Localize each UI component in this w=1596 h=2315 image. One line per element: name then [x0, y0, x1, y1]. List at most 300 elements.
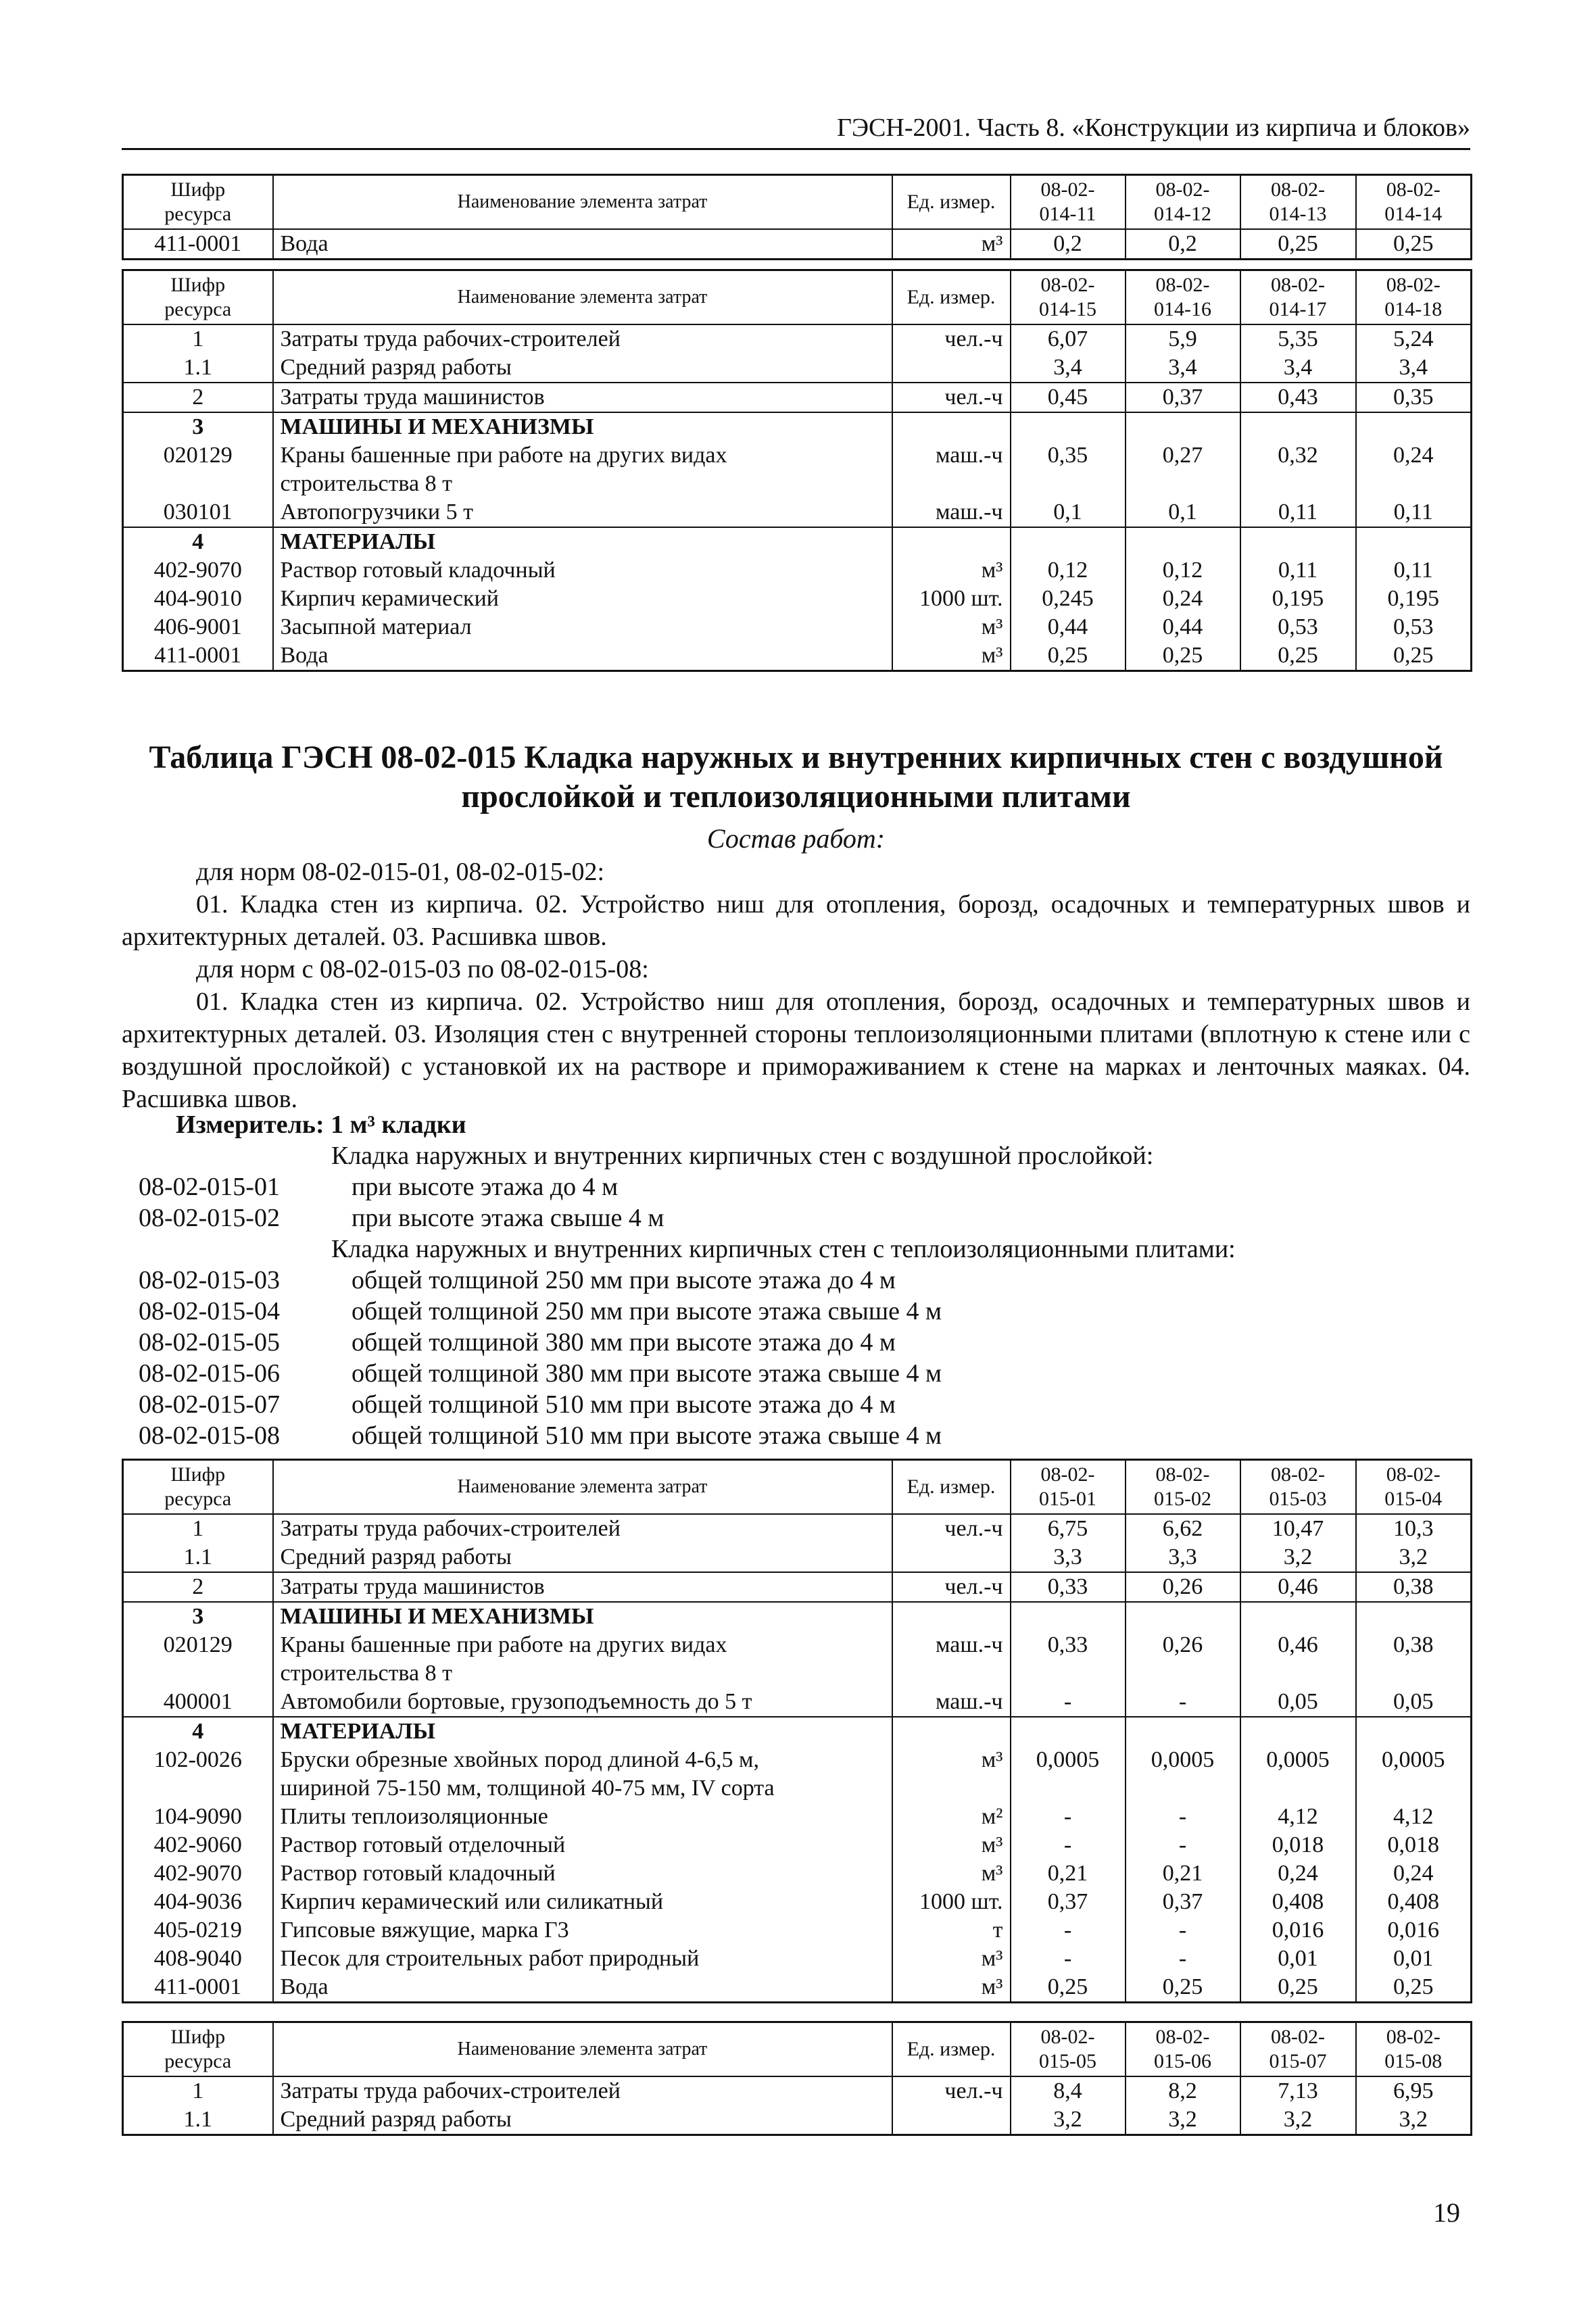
- row-unit: [892, 412, 1011, 441]
- row-value: 0,25: [1240, 229, 1356, 260]
- row-unit: чел.-ч: [892, 383, 1011, 412]
- row-name-line: Краны башенные при работе на других видах: [280, 442, 727, 468]
- table-row: [123, 441, 1472, 498]
- row-unit: 1000 шт.: [892, 585, 1011, 613]
- norm-code: 08-02-015-07: [139, 1390, 280, 1419]
- row-code: 3: [123, 1602, 273, 1631]
- row-unit: м³: [892, 613, 1011, 641]
- row-value: 0,53: [1356, 613, 1472, 641]
- row-value: 0,016: [1240, 1916, 1356, 1945]
- row-code: 402-9070: [123, 1859, 273, 1888]
- row-code: 411-0001: [123, 1973, 273, 2003]
- row-unit: т: [892, 1916, 1011, 1945]
- row-name: [273, 1746, 892, 1803]
- row-value: [1011, 1717, 1126, 1746]
- row-value: [1240, 1602, 1356, 1631]
- row-value: 6,95: [1356, 2076, 1472, 2105]
- section-title-line: прослойкой и теплоизоляционными плитами: [461, 779, 1131, 814]
- row-value: -: [1011, 1803, 1126, 1831]
- row-value: 3,2: [1240, 1543, 1356, 1572]
- table-row: [123, 1973, 1472, 2003]
- row-value: 0,25: [1240, 1973, 1356, 2003]
- row-value: 0,11: [1240, 556, 1356, 585]
- row-value: [1240, 527, 1356, 556]
- row-value: 0,195: [1356, 585, 1472, 613]
- row-value: 0,2: [1126, 229, 1240, 260]
- row-value: 3,4: [1240, 354, 1356, 383]
- row-value: 0,38: [1356, 1572, 1472, 1602]
- row-unit: [892, 1543, 1011, 1572]
- row-value: 0,016: [1356, 1916, 1472, 1945]
- norms-list: [122, 1109, 1470, 1451]
- col-head-norm: 08-02- 015-02: [1126, 1460, 1240, 1514]
- row-value: 0,46: [1240, 1631, 1356, 1688]
- table-row: [123, 1717, 1472, 1746]
- col-head-norm: 08-02- 015-01: [1011, 1460, 1126, 1514]
- row-value: 0,25: [1126, 641, 1240, 671]
- col-head-norm: 08-02- 015-03: [1240, 1460, 1356, 1514]
- row-value: 0,12: [1126, 556, 1240, 585]
- col-head-norm: 08-02- 015-06: [1126, 2022, 1240, 2076]
- table-row: [123, 1831, 1472, 1859]
- norm-item: [122, 1358, 1470, 1389]
- row-code: 4: [123, 527, 273, 556]
- table-row: [123, 1803, 1472, 1831]
- table-row: [123, 613, 1472, 641]
- row-name: Затраты труда рабочих-строителей: [273, 1514, 892, 1543]
- row-name: [273, 1631, 892, 1688]
- row-value: 0,35: [1356, 383, 1472, 412]
- row-unit: м³: [892, 1831, 1011, 1859]
- row-value: [1240, 1717, 1356, 1746]
- row-value: 0,408: [1240, 1888, 1356, 1916]
- row-value: 0,25: [1240, 641, 1356, 671]
- row-value: 3,2: [1126, 2105, 1240, 2135]
- row-value: 0,35: [1011, 441, 1126, 498]
- row-value: 4,12: [1356, 1803, 1472, 1831]
- row-value: 0,12: [1011, 556, 1126, 585]
- row-code: 2: [123, 1572, 273, 1602]
- col-head-code: Шифр ресурса: [123, 2022, 273, 2076]
- norm-text: общей толщиной 510 мм при высоте этажа свыше 4 м: [352, 1421, 942, 1450]
- row-unit: м³: [892, 229, 1011, 260]
- row-value: 0,0005: [1356, 1746, 1472, 1803]
- row-value: 0,01: [1356, 1945, 1472, 1973]
- row-value: -: [1126, 1803, 1240, 1831]
- row-value: 3,2: [1240, 2105, 1356, 2135]
- col-head-name: Наименование элемента затрат: [273, 1460, 892, 1514]
- resource-table-014-11-14: [122, 174, 1472, 260]
- table-row: [123, 2076, 1472, 2105]
- table-row: [123, 412, 1472, 441]
- col-head-norm: 08-02- 014-15: [1011, 270, 1126, 324]
- row-unit: 1000 шт.: [892, 1888, 1011, 1916]
- row-code: 406-9001: [123, 613, 273, 641]
- row-unit: м³: [892, 1973, 1011, 2003]
- norm-item: [122, 1327, 1470, 1358]
- row-value: 0,24: [1356, 441, 1472, 498]
- row-code: 404-9036: [123, 1888, 273, 1916]
- row-value: 10,47: [1240, 1514, 1356, 1543]
- resource-table-015-05-08: [122, 2021, 1472, 2136]
- norm-text: общей толщиной 380 мм при высоте этажа до 4 м: [352, 1328, 896, 1357]
- row-value: 6,62: [1126, 1514, 1240, 1543]
- norm-item: [122, 1389, 1470, 1420]
- row-value: 0,53: [1240, 613, 1356, 641]
- row-value: 0,32: [1240, 441, 1356, 498]
- norm-code: 08-02-015-02: [139, 1204, 280, 1232]
- table-row: [123, 2105, 1472, 2135]
- row-value: 0,43: [1240, 383, 1356, 412]
- row-name: Средний разряд работы: [273, 2105, 892, 2135]
- row-value: -: [1126, 1831, 1240, 1859]
- row-value: 0,44: [1126, 613, 1240, 641]
- col-head-name: Наименование элемента затрат: [273, 270, 892, 324]
- row-value: 3,3: [1011, 1543, 1126, 1572]
- col-head-norm: 08-02- 014-14: [1356, 175, 1472, 229]
- row-value: 3,4: [1011, 354, 1126, 383]
- row-value: 0,26: [1126, 1631, 1240, 1688]
- row-value: 0,33: [1011, 1572, 1126, 1602]
- row-value: 0,2: [1011, 229, 1126, 260]
- row-code: 102-0026: [123, 1746, 273, 1803]
- table-row: [123, 1746, 1472, 1803]
- row-value: -: [1011, 1831, 1126, 1859]
- table-row: [123, 1688, 1472, 1717]
- row-code: 4: [123, 1717, 273, 1746]
- col-head-unit: Ед. измер.: [892, 2022, 1011, 2076]
- row-value: 0,01: [1240, 1945, 1356, 1973]
- norm-text: общей толщиной 250 мм при высоте этажа до 4 м: [352, 1266, 896, 1294]
- measure-unit: Измеритель: 1 м³ кладки: [176, 1111, 466, 1139]
- row-name-line: Бруски обрезные хвойных пород длиной 4-6,5 м,: [280, 1747, 760, 1772]
- row-name: Затраты труда машинистов: [273, 1572, 892, 1602]
- table-row: [123, 585, 1472, 613]
- row-value: -: [1011, 1945, 1126, 1973]
- row-name: Раствор готовый кладочный: [273, 1859, 892, 1888]
- row-unit: [892, 527, 1011, 556]
- row-value: 3,4: [1126, 354, 1240, 383]
- row-code: 020129: [123, 1631, 273, 1688]
- row-code: 402-9070: [123, 556, 273, 585]
- table-row: [123, 1631, 1472, 1688]
- row-code: 408-9040: [123, 1945, 273, 1973]
- norm-item: [122, 1202, 1470, 1234]
- row-name: Песок для строительных работ природный: [273, 1945, 892, 1973]
- row-value: 0,24: [1126, 585, 1240, 613]
- row-unit: [892, 2105, 1011, 2135]
- table-row: [123, 1602, 1472, 1631]
- row-code: 400001: [123, 1688, 273, 1717]
- row-unit: м²: [892, 1803, 1011, 1831]
- table-row: [123, 1916, 1472, 1945]
- row-name: Кирпич керамический или силикатный: [273, 1888, 892, 1916]
- work-description: 01. Кладка стен из кирпича. 02. Устройство ниш для отопления, борозд, осадочных и температурных швов и архитектурных деталей. 03. Расшивка швов.: [122, 890, 1470, 951]
- col-head-norm: 08-02- 014-16: [1126, 270, 1240, 324]
- row-value: 0,018: [1356, 1831, 1472, 1859]
- norm-code: 08-02-015-04: [139, 1297, 280, 1325]
- row-value: 0,05: [1356, 1688, 1472, 1717]
- row-unit: маш.-ч: [892, 1631, 1011, 1688]
- table-row: [123, 556, 1472, 585]
- row-name: Раствор готовый кладочный: [273, 556, 892, 585]
- row-unit: м³: [892, 556, 1011, 585]
- table-row: [123, 1572, 1472, 1602]
- row-value: [1126, 1602, 1240, 1631]
- row-value: 0,018: [1240, 1831, 1356, 1859]
- table-row: [123, 1859, 1472, 1888]
- norm-item: [122, 1265, 1470, 1296]
- section-heading: МАТЕРИАЛЫ: [273, 1717, 892, 1746]
- row-unit: чел.-ч: [892, 324, 1011, 354]
- row-value: 0,0005: [1240, 1746, 1356, 1803]
- col-head-norm: 08-02- 014-12: [1126, 175, 1240, 229]
- norm-code: 08-02-015-08: [139, 1421, 280, 1450]
- row-value: 0,44: [1011, 613, 1126, 641]
- row-unit: м³: [892, 1859, 1011, 1888]
- row-unit: чел.-ч: [892, 2076, 1011, 2105]
- row-unit: маш.-ч: [892, 498, 1011, 527]
- row-value: 7,13: [1240, 2076, 1356, 2105]
- row-code: 3: [123, 412, 273, 441]
- row-value: 0,46: [1240, 1572, 1356, 1602]
- row-name: Раствор готовый отделочный: [273, 1831, 892, 1859]
- col-head-norm: 08-02- 014-13: [1240, 175, 1356, 229]
- row-value: 5,9: [1126, 324, 1240, 354]
- row-value: 0,37: [1126, 383, 1240, 412]
- page-number: 19: [1433, 2197, 1460, 2228]
- resource-table-014-15-18: [122, 269, 1472, 672]
- row-name: Засыпной материал: [273, 613, 892, 641]
- row-unit: маш.-ч: [892, 441, 1011, 498]
- norm-group-heading: Кладка наружных и внутренних кирпичных стен с воздушной прослойкой:: [331, 1142, 1154, 1170]
- row-code: 2: [123, 383, 273, 412]
- section-title: [122, 738, 1470, 817]
- row-value: [1240, 412, 1356, 441]
- norm-range-label: для норм с 08-02-015-03 по 08-02-015-08:: [196, 955, 649, 983]
- row-value: 0,0005: [1126, 1746, 1240, 1803]
- row-value: 0,11: [1356, 498, 1472, 527]
- table-row: [123, 1945, 1472, 1973]
- norm-text: общей толщиной 380 мм при высоте этажа свыше 4 м: [352, 1359, 942, 1388]
- norm-item: [122, 1420, 1470, 1451]
- table-row: [123, 1543, 1472, 1572]
- row-code: 402-9060: [123, 1831, 273, 1859]
- row-name-line: Краны башенные при работе на других видах: [280, 1632, 727, 1657]
- row-name-line: строительства 8 т: [280, 1660, 452, 1686]
- norm-range-label: для норм 08-02-015-01, 08-02-015-02:: [196, 858, 605, 886]
- row-value: 5,35: [1240, 324, 1356, 354]
- row-name-line: шириной 75-150 мм, толщиной 40-75 мм, IV сорта: [280, 1775, 775, 1801]
- row-value: -: [1011, 1916, 1126, 1945]
- row-name: Автопогрузчики 5 т: [273, 498, 892, 527]
- row-unit: [892, 1717, 1011, 1746]
- row-name: Средний разряд работы: [273, 354, 892, 383]
- row-name: Вода: [273, 641, 892, 671]
- table-row: [123, 1888, 1472, 1916]
- row-value: 5,24: [1356, 324, 1472, 354]
- norm-item: [122, 1171, 1470, 1202]
- row-value: 0,38: [1356, 1631, 1472, 1688]
- running-header: ГЭСН-2001. Часть 8. «Конструкции из кирпича и блоков»: [122, 112, 1470, 150]
- col-head-name: Наименование элемента затрат: [273, 175, 892, 229]
- row-code: 1: [123, 324, 273, 354]
- norm-code: 08-02-015-05: [139, 1328, 280, 1357]
- row-value: 0,25: [1356, 641, 1472, 671]
- row-value: 3,3: [1126, 1543, 1240, 1572]
- row-value: [1356, 527, 1472, 556]
- norm-text: общей толщиной 250 мм при высоте этажа свыше 4 м: [352, 1297, 942, 1325]
- row-value: 3,2: [1011, 2105, 1126, 2135]
- row-value: 0,25: [1011, 1973, 1126, 2003]
- row-value: 4,12: [1240, 1803, 1356, 1831]
- row-value: 0,27: [1126, 441, 1240, 498]
- row-value: 0,24: [1356, 1859, 1472, 1888]
- table-row: [123, 527, 1472, 556]
- row-value: [1126, 527, 1240, 556]
- col-head-norm: 08-02- 014-17: [1240, 270, 1356, 324]
- col-head-norm: 08-02- 014-11: [1011, 175, 1126, 229]
- row-name: Кирпич керамический: [273, 585, 892, 613]
- row-name: Плиты теплоизоляционные: [273, 1803, 892, 1831]
- row-name: Вода: [273, 229, 892, 260]
- row-value: -: [1126, 1945, 1240, 1973]
- row-value: 6,07: [1011, 324, 1126, 354]
- row-value: 0,11: [1240, 498, 1356, 527]
- section-heading: МАШИНЫ И МЕХАНИЗМЫ: [273, 412, 892, 441]
- row-value: 0,25: [1011, 641, 1126, 671]
- col-head-code: Шифр ресурса: [123, 1460, 273, 1514]
- row-value: 0,195: [1240, 585, 1356, 613]
- norm-text: общей толщиной 510 мм при высоте этажа до 4 м: [352, 1390, 896, 1419]
- row-value: 0,25: [1356, 229, 1472, 260]
- row-code: 411-0001: [123, 641, 273, 671]
- col-head-norm: 08-02- 015-08: [1356, 2022, 1472, 2076]
- row-value: 0,1: [1126, 498, 1240, 527]
- norm-group-heading: Кладка наружных и внутренних кирпичных стен с теплоизоляционными плитами:: [331, 1235, 1236, 1263]
- row-code: 1: [123, 1514, 273, 1543]
- work-composition-heading: Состав работ:: [706, 823, 886, 854]
- section-heading: МАШИНЫ И МЕХАНИЗМЫ: [273, 1602, 892, 1631]
- table-row: [123, 354, 1472, 383]
- row-value: 0,408: [1356, 1888, 1472, 1916]
- row-value: [1011, 527, 1126, 556]
- row-value: 0,11: [1356, 556, 1472, 585]
- row-value: 0,21: [1126, 1859, 1240, 1888]
- row-value: 3,4: [1356, 354, 1472, 383]
- table-row: [123, 324, 1472, 354]
- row-value: 0,37: [1126, 1888, 1240, 1916]
- row-value: [1356, 412, 1472, 441]
- row-name: Автомобили бортовые, грузоподъемность до 5 т: [273, 1688, 892, 1717]
- table-row: [123, 383, 1472, 412]
- row-code: 404-9010: [123, 585, 273, 613]
- row-unit: [892, 354, 1011, 383]
- norm-item: [122, 1296, 1470, 1327]
- row-code: 104-9090: [123, 1803, 273, 1831]
- row-code: 020129: [123, 441, 273, 498]
- row-unit: м³: [892, 1746, 1011, 1803]
- row-name: Гипсовые вяжущие, марка Г3: [273, 1916, 892, 1945]
- row-value: 0,25: [1356, 1973, 1472, 2003]
- row-value: 0,0005: [1011, 1746, 1126, 1803]
- row-name: Средний разряд работы: [273, 1543, 892, 1572]
- work-description: 01. Кладка стен из кирпича. 02. Устройство ниш для отопления, борозд, осадочных и температурных швов и архитектурных деталей. 03. Изоляция стен с внутренней стороны теплоизоляционными плитами (вплотную к стене или с воздушной прослойкой) с установкой их на растворе и примораживанием к стене на марках и ленточных маяках. 04. Расшивка швов.: [122, 988, 1470, 1113]
- row-unit: чел.-ч: [892, 1514, 1011, 1543]
- row-code: 405-0219: [123, 1916, 273, 1945]
- table-row: [123, 229, 1472, 260]
- row-unit: маш.-ч: [892, 1688, 1011, 1717]
- row-unit: чел.-ч: [892, 1572, 1011, 1602]
- row-name-line: строительства 8 т: [280, 470, 452, 496]
- row-value: [1356, 1602, 1472, 1631]
- row-name: Затраты труда рабочих-строителей: [273, 324, 892, 354]
- table-row: [123, 1514, 1472, 1543]
- row-value: 3,2: [1356, 1543, 1472, 1572]
- row-unit: м³: [892, 641, 1011, 671]
- section-heading: МАТЕРИАЛЫ: [273, 527, 892, 556]
- table-row: [123, 498, 1472, 527]
- norm-code: 08-02-015-03: [139, 1266, 280, 1294]
- row-value: 10,3: [1356, 1514, 1472, 1543]
- row-value: [1011, 412, 1126, 441]
- col-head-name: Наименование элемента затрат: [273, 2022, 892, 2076]
- col-head-norm: 08-02- 015-04: [1356, 1460, 1472, 1514]
- row-unit: [892, 1602, 1011, 1631]
- col-head-norm: 08-02- 015-05: [1011, 2022, 1126, 2076]
- row-value: 0,33: [1011, 1631, 1126, 1688]
- row-value: 0,25: [1126, 1973, 1240, 2003]
- row-value: -: [1011, 1688, 1126, 1717]
- row-value: [1011, 1602, 1126, 1631]
- row-unit: м³: [892, 1945, 1011, 1973]
- col-head-unit: Ед. измер.: [892, 270, 1011, 324]
- resource-table-015-01-04: [122, 1459, 1472, 2003]
- table-row: [123, 641, 1472, 671]
- row-value: 0,245: [1011, 585, 1126, 613]
- row-name: Вода: [273, 1973, 892, 2003]
- norm-text: при высоте этажа до 4 м: [352, 1173, 619, 1201]
- row-code: 1.1: [123, 1543, 273, 1572]
- row-value: 0,26: [1126, 1572, 1240, 1602]
- row-value: [1126, 412, 1240, 441]
- row-value: 0,24: [1240, 1859, 1356, 1888]
- row-value: 8,2: [1126, 2076, 1240, 2105]
- col-head-code: Шифр ресурса: [123, 175, 273, 229]
- row-value: [1126, 1717, 1240, 1746]
- row-code: 1.1: [123, 354, 273, 383]
- norm-code: 08-02-015-01: [139, 1173, 280, 1201]
- col-head-norm: 08-02- 015-07: [1240, 2022, 1356, 2076]
- row-value: 0,1: [1011, 498, 1126, 527]
- row-value: 6,75: [1011, 1514, 1126, 1543]
- row-name: Затраты труда рабочих-строителей: [273, 2076, 892, 2105]
- col-head-norm: 08-02- 014-18: [1356, 270, 1472, 324]
- col-head-code: Шифр ресурса: [123, 270, 273, 324]
- row-name: Затраты труда машинистов: [273, 383, 892, 412]
- row-value: 0,45: [1011, 383, 1126, 412]
- row-value: 3,2: [1356, 2105, 1472, 2135]
- norm-code: 08-02-015-06: [139, 1359, 280, 1388]
- row-value: 0,05: [1240, 1688, 1356, 1717]
- row-value: -: [1126, 1688, 1240, 1717]
- row-value: 0,21: [1011, 1859, 1126, 1888]
- norm-text: при высоте этажа свыше 4 м: [352, 1204, 664, 1232]
- row-value: -: [1126, 1916, 1240, 1945]
- row-code: 1: [123, 2076, 273, 2105]
- row-value: 8,4: [1011, 2076, 1126, 2105]
- row-value: 0,37: [1011, 1888, 1126, 1916]
